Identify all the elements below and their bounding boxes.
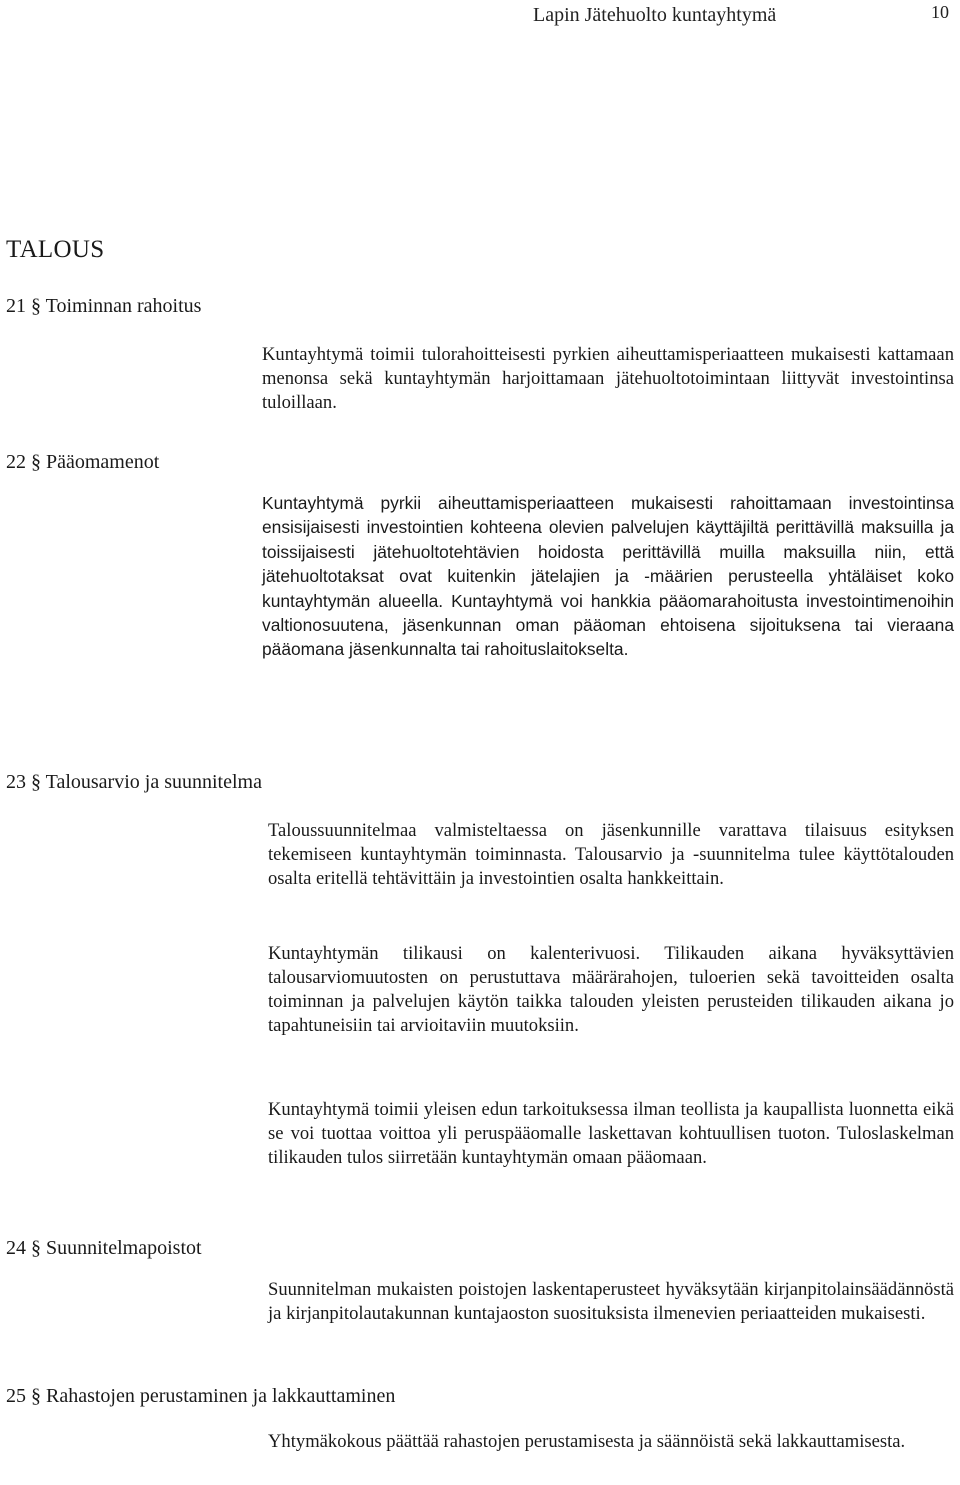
- section-21-heading: 21 § Toiminnan rahoitus: [6, 295, 202, 317]
- header-title: Lapin Jätehuolto kuntayhtymä: [533, 4, 777, 26]
- section-23-heading: 23 § Talousarvio ja suunnitelma: [6, 771, 262, 793]
- section-23-paragraph-1: Taloussuunnitelmaa valmisteltaessa on jäsenkunnille varattava tilaisuus esityksen tekemiseen kuntayhtymän toiminnasta. Talousarvio ja -suunnitelma tulee käyttötalouden osalta eritellä tehtävittäin ja investointien osalta hankkeittain.: [268, 820, 954, 889]
- section-25-heading: 25 § Rahastojen perustaminen ja lakkauttaminen: [6, 1385, 396, 1407]
- section-23-paragraph-3: Kuntayhtymä toimii yleisen edun tarkoituksessa ilman teollista ja kaupallista luonnetta eikä se voi tuottaa voittoa yli peruspääomalle laskettavan kohtuullisen tuoton. Tuloslaskelman tilikauden tulos siirretään kuntayhtymän omaan pääomaan.: [268, 1099, 954, 1168]
- section-21-paragraph: Kuntayhtymä toimii tulorahoitteisesti pyrkien aiheuttamisperiaatteen mukaisesti kattamaan menonsa sekä kuntayhtymän harjoittamaan jätehuoltotoimintaan liittyvät investointinsa tuloillaan.: [262, 344, 954, 413]
- section-24-paragraph: Suunnitelman mukaisten poistojen laskentaperusteet hyväksytään kirjanpitolainsäädännöstä ja kirjanpitolautakunnan kuntajaoston suosituksista ilmenevien periaatteiden mukaisesti.: [268, 1279, 954, 1324]
- section-22-heading: 22 § Pääomamenot: [6, 451, 160, 473]
- page-number: 10: [931, 2, 949, 22]
- section-23-paragraph-2: Kuntayhtymän tilikausi on kalenterivuosi. Tilikauden aikana hyväksyttävien talousarviomuutosten on perustuttava määrärahojen, tuloerien sekä tavoitteiden osalta toiminnan ja palvelujen käytön taikka talouden yleisten perusteiden tilikauden aikana jo tapahtuneisiin tai arvioitaviin muutoksiin.: [268, 943, 954, 1036]
- main-heading: TALOUS: [6, 236, 105, 263]
- section-22-paragraph: Kuntayhtymä pyrkii aiheuttamisperiaatteen mukaisesti rahoittamaan investointinsa ensisijaisesti investointien kohteena olevien palvelujen käyttäjiltä perittävillä maksuilla ja toissijaisesti jätehuoltotehtävien hoidosta perittävillä muilla maksuilla niin, että jätehuoltotaksat ovat kuitenkin jätelajien ja -määrien perusteella yhtäläiset koko kuntayhtymän alueella. Kuntayhtymä voi hankkia pääomarahoitusta investointimenoihin valtionosuutena, jäsenkunnan oman pääoman ehtoisena sijoituksena tai vieraana pääomana jäsenkunnalta tai rahoituslaitokselta.: [262, 493, 954, 660]
- section-25-paragraph: Yhtymäkokous päättää rahastojen perustamisesta ja säännöistä sekä lakkauttamisesta.: [268, 1431, 906, 1452]
- section-24-heading: 24 § Suunnitelmapoistot: [6, 1237, 202, 1259]
